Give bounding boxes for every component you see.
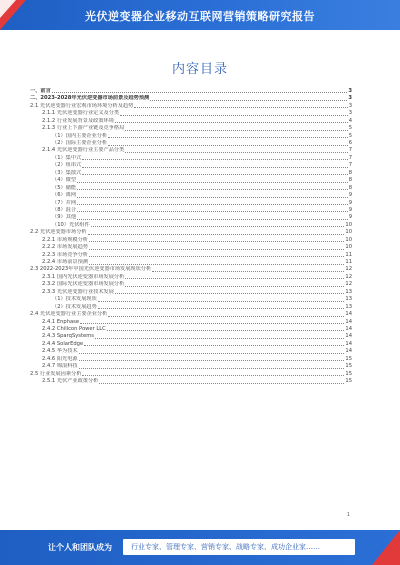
toc-leader-dots (82, 166, 347, 168)
toc-entry-label: 2.1 光伏逆变器行业宏观市场环境分析及趋势 (30, 102, 134, 109)
toc-entry-label: 一、前言 (30, 87, 51, 94)
toc-entry-page: 15 (345, 355, 352, 362)
toc-leader-dots (89, 240, 344, 242)
toc-entry-label: 2.4.2 Chilicon Power LLC (42, 325, 106, 332)
toc-entry-page: 15 (345, 378, 352, 385)
toc-entry-label: 2.4.3 SparqSystems (42, 333, 94, 340)
toc-entry-page: 14 (345, 340, 352, 347)
toc-entry-label: 2.4.7 锦浪科技 (42, 363, 78, 370)
toc-leader-dots (82, 173, 347, 175)
toc-entry-page: 10 (345, 236, 352, 243)
toc-entry-page: 14 (345, 325, 352, 332)
toc-entry-label: 2.1.4 光伏逆变器行业主要产品分类 (42, 147, 125, 154)
toc-leader-dots (79, 352, 345, 354)
toc-leader-dots (115, 121, 348, 123)
toc-entry[interactable] (30, 319, 352, 326)
toc-entry[interactable] (30, 229, 352, 236)
toc-leader-dots (77, 181, 348, 183)
toc-entry-page: 10 (345, 221, 352, 228)
toc-entry-label: 2.3.1 国内光伏逆变器市场发展分析 (42, 273, 125, 280)
toc-entry[interactable] (30, 274, 352, 281)
toc-leader-dots (84, 344, 344, 346)
toc-entry-page: 11 (345, 259, 352, 266)
toc-leader-dots (125, 277, 344, 279)
toc-leader-dots (125, 151, 347, 153)
toc-entry-label: 2.2.4 市场前景预测 (42, 259, 88, 266)
toc-entry[interactable] (30, 341, 352, 348)
toc-entry[interactable] (30, 103, 352, 110)
toc-leader-dots (52, 91, 348, 93)
toc-entry-label: 2.1.2 行业发展背景及政策环境 (42, 117, 114, 124)
toc-entry[interactable] (30, 244, 352, 251)
toc-entry-page: 12 (345, 273, 352, 280)
toc-entry[interactable] (30, 304, 352, 311)
toc-entry[interactable] (30, 200, 352, 207)
toc-entry-label: 2.1.1 光伏逆变器行业定义及分类 (42, 110, 120, 117)
toc-entry-label: 二、2023-2028年光伏逆变器市场前景及趋势预测 (30, 95, 150, 102)
toc-entry[interactable] (30, 237, 352, 244)
toc-leader-dots (82, 374, 344, 376)
toc-entry-label: 2.2.3 市场竞争分析 (42, 251, 88, 258)
toc-entry-label: 2.4.1 Enphase (42, 318, 80, 325)
toc-entry-page: 13 (345, 303, 352, 310)
toc-leader-dots (89, 248, 344, 250)
toc-entry-label: 2.3.3 光伏逆变器行业技术发展 (42, 288, 114, 295)
table-of-contents (30, 88, 352, 386)
toc-entry-page: 14 (345, 311, 352, 318)
toc-leader-dots (108, 144, 348, 146)
toc-entry-page: 15 (345, 363, 352, 370)
toc-entry-label: （2）技术发展趋势 (52, 303, 97, 310)
toc-entry[interactable] (30, 378, 352, 385)
toc-entry[interactable] (30, 162, 352, 169)
toc-entry[interactable] (30, 155, 352, 162)
toc-entry-label: 2.3.2 国际光伏逆变器市场发展分析 (42, 281, 125, 288)
toc-entry[interactable] (30, 252, 352, 259)
toc-entry-page: 9 (348, 199, 352, 206)
toc-entry[interactable] (30, 222, 352, 229)
toc-entry[interactable] (30, 110, 352, 117)
toc-entry-label: （7）并网 (52, 199, 77, 206)
toc-entry[interactable] (30, 177, 352, 184)
toc-entry[interactable] (30, 281, 352, 288)
toc-leader-dots (88, 233, 345, 235)
footer-red-corner (372, 530, 400, 565)
toc-entry-label: （1）集中式 (52, 154, 82, 161)
toc-entry[interactable] (30, 289, 352, 296)
toc-leader-dots (77, 188, 348, 190)
toc-entry-label: 2.4.6 阳光电源 (42, 355, 78, 362)
toc-entry-page: 3 (348, 87, 352, 94)
toc-leader-dots (152, 270, 344, 272)
toc-entry-page: 12 (345, 281, 352, 288)
toc-entry[interactable] (30, 267, 352, 274)
toc-leader-dots (95, 337, 344, 339)
toc-entry-label: 2.4.4 SolarEdge (42, 340, 84, 347)
toc-entry[interactable] (30, 185, 352, 192)
toc-entry-label: 2.4.5 华为技术 (42, 348, 78, 355)
toc-entry-page: 15 (345, 370, 352, 377)
toc-leader-dots (77, 218, 348, 220)
toc-entry-label: 2.1.3 行业上下游产业链及竞争格局 (42, 125, 125, 132)
toc-leader-dots (125, 285, 344, 287)
toc-entry-page: 14 (345, 348, 352, 355)
toc-entry[interactable] (30, 363, 352, 370)
toc-entry[interactable] (30, 259, 352, 266)
toc-entry-label: （3）集散式 (52, 169, 82, 176)
toc-leader-dots (115, 292, 344, 294)
toc-entry[interactable] (30, 333, 352, 340)
toc-entry-label: 2.2.2 市场发展趋势 (42, 244, 88, 251)
toc-leader-dots (107, 329, 345, 331)
toc-leader-dots (98, 300, 345, 302)
toc-entry-page: 10 (345, 229, 352, 236)
toc-entry-label: （10）光伏组件 (52, 221, 90, 228)
toc-entry-label: （2）国际主要企业分析 (52, 140, 108, 147)
toc-entry-page: 9 (348, 192, 352, 199)
footer-slogan: 让个人和团队成为 (48, 543, 112, 552)
toc-entry[interactable] (30, 140, 352, 147)
toc-entry-label: （1）国内主要企业分析 (52, 132, 108, 139)
toc-leader-dots (79, 367, 345, 369)
toc-leader-dots (80, 322, 344, 324)
toc-entry[interactable] (30, 311, 352, 318)
header-bar (0, 0, 400, 30)
toc-leader-dots (77, 203, 348, 205)
toc-heading: 内容目录 (171, 62, 228, 77)
toc-entry[interactable] (30, 371, 352, 378)
footer-bar (0, 530, 400, 565)
toc-entry-page: 5 (348, 132, 352, 139)
toc-leader-dots (134, 106, 347, 108)
toc-leader-dots (98, 307, 345, 309)
toc-leader-dots (89, 255, 344, 257)
toc-entry-label: （8）混合 (52, 206, 77, 213)
toc-entry-page: 4 (348, 117, 352, 124)
toc-entry-page: 11 (345, 251, 352, 258)
toc-entry-page: 8 (348, 184, 352, 191)
toc-entry-page: 8 (348, 169, 352, 176)
toc-entry-page: 9 (348, 214, 352, 221)
toc-leader-dots (108, 136, 348, 138)
toc-leader-dots (108, 315, 344, 317)
toc-entry[interactable] (30, 118, 352, 125)
toc-entry[interactable] (30, 348, 352, 355)
toc-entry-page: 8 (348, 177, 352, 184)
toc-entry[interactable] (30, 170, 352, 177)
report-title: 光伏逆变器企业移动互联网营销策略研究报告 (85, 10, 315, 23)
toc-entry-page: 14 (345, 318, 352, 325)
toc-entry[interactable] (30, 125, 352, 132)
toc-entry-label: 2.2.1 市场规模分析 (42, 236, 88, 243)
toc-entry-page: 9 (348, 206, 352, 213)
toc-leader-dots (91, 225, 345, 227)
toc-entry[interactable] (30, 133, 352, 140)
toc-leader-dots (77, 210, 348, 212)
toc-entry[interactable] (30, 207, 352, 214)
toc-leader-dots (150, 99, 347, 101)
page-number: 1 (346, 512, 350, 518)
toc-entry-page: 7 (348, 154, 352, 161)
toc-entry-label: （4）微型 (52, 177, 77, 184)
toc-leader-dots (125, 129, 347, 131)
toc-leader-dots (120, 114, 348, 116)
toc-entry-page: 3 (348, 102, 352, 109)
toc-entry-page: 12 (345, 266, 352, 273)
toc-entry[interactable] (30, 95, 352, 102)
toc-entry-label: 2.5 行业发展因素分析 (30, 370, 82, 377)
toc-entry-page: 7 (348, 162, 352, 169)
toc-entry-label: 2.5.1 光伏产业政策分析 (42, 378, 99, 385)
toc-entry-page: 13 (345, 296, 352, 303)
toc-entry-label: （9）其他 (52, 214, 77, 221)
toc-leader-dots (99, 382, 344, 384)
toc-entry[interactable] (30, 148, 352, 155)
toc-entry-page: 7 (348, 147, 352, 154)
toc-leader-dots (89, 263, 344, 265)
toc-entry-page: 14 (345, 333, 352, 340)
toc-entry[interactable] (30, 326, 352, 333)
toc-entry-label: 2.3 2022-2023年中国光伏逆变器市场发展现状分析 (30, 266, 152, 273)
toc-entry-label: （1）技术发展现状 (52, 296, 97, 303)
toc-leader-dots (82, 158, 347, 160)
toc-entry-page: 5 (348, 125, 352, 132)
toc-entry-page: 6 (348, 140, 352, 147)
toc-entry-label: （6）离网 (52, 192, 77, 199)
toc-entry-page: 13 (345, 288, 352, 295)
toc-entry[interactable] (30, 192, 352, 199)
toc-entry[interactable] (30, 296, 352, 303)
toc-entry-label: （5）储能 (52, 184, 77, 191)
toc-entry-page: 3 (348, 95, 352, 102)
toc-leader-dots (79, 359, 345, 361)
toc-entry-label: 2.4 光伏逆变器行业主要企业分析 (30, 311, 108, 318)
toc-entry[interactable] (30, 214, 352, 221)
footer-expert-list: 行业专家、管理专家、营销专家、战略专家、成功企业家…… (123, 539, 355, 555)
toc-entry[interactable] (30, 88, 352, 95)
toc-leader-dots (77, 196, 348, 198)
toc-entry-label: 2.2 光伏逆变器市场分析 (30, 229, 87, 236)
toc-entry-page: 3 (348, 110, 352, 117)
toc-entry-page: 10 (345, 244, 352, 251)
toc-entry-label: （2）组串式 (52, 162, 82, 169)
toc-entry[interactable] (30, 356, 352, 363)
